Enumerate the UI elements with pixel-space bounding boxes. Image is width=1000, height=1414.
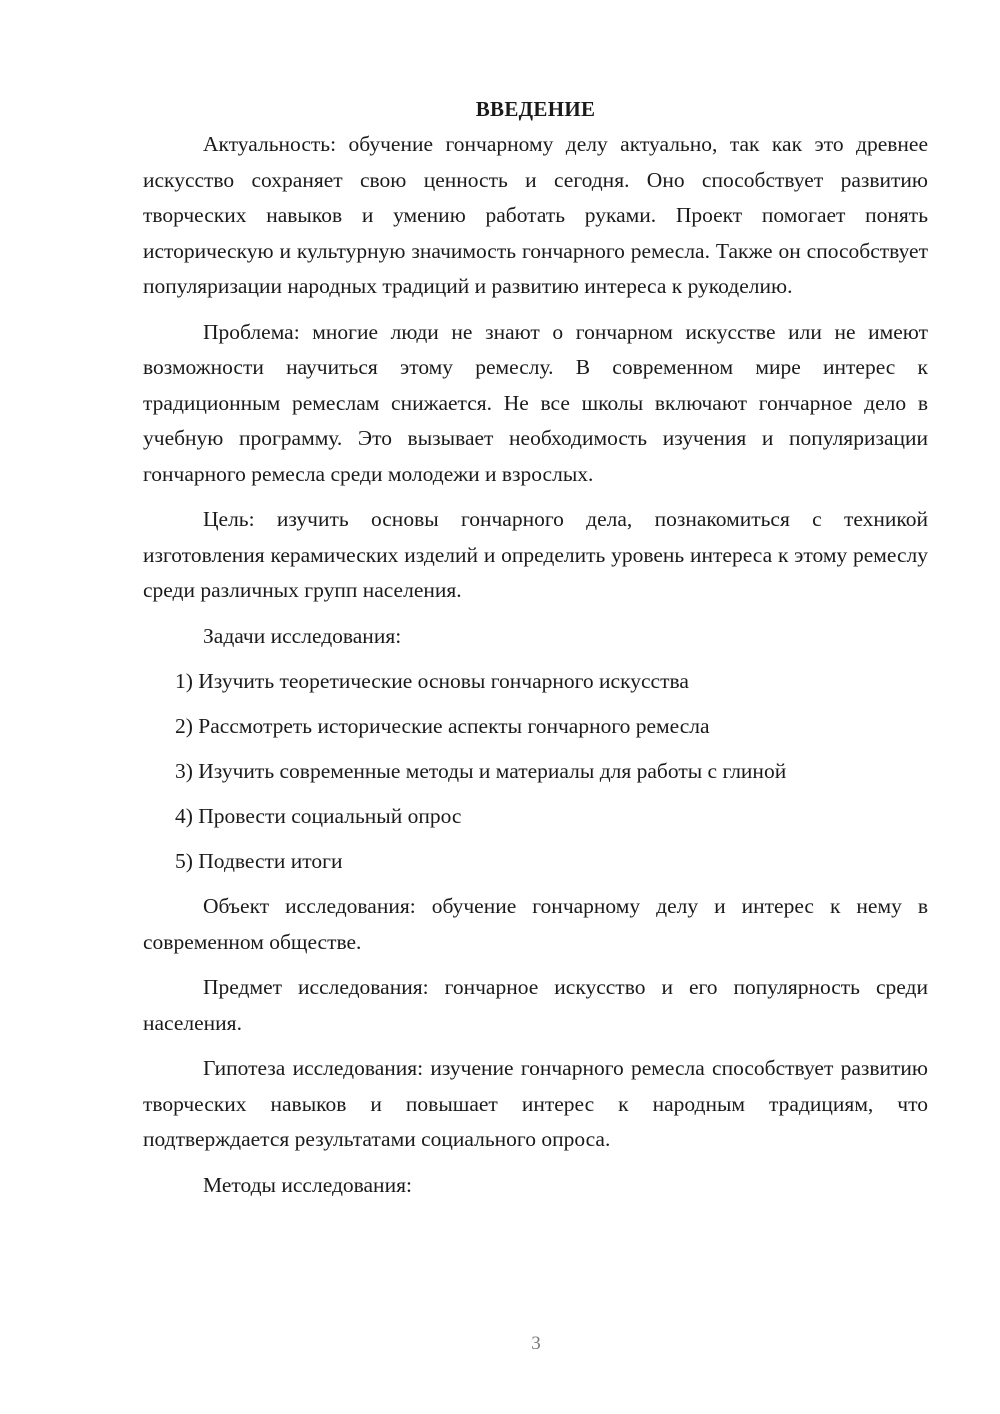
tasks-list	[143, 664, 928, 880]
page-number: 3	[531, 1333, 541, 1354]
paragraph-goal: Цель: изучить основы гончарного дела, познакомиться с техникой изготовления керамических изделий и определить уровень интереса к этому ремеслу среди различных групп населения.	[143, 507, 928, 602]
paragraph-relevance: Актуальность: обучение гончарному делу актуально, так как это древнее искусство сохраняет свою ценность и сегодня. Оно способствует развитию творческих навыков и умению работать руками. Проект помогает понять историческую и культурную значимость гончарного ремесла. Также он способствует популяризации народных традиций и развитию интереса к рукоделию.	[143, 132, 928, 298]
paragraph-problem: Проблема: многие люди не знают о гончарном искусстве или не имеют возможности научиться этому ремеслу. В современном мире интерес к традиционным ремеслам снижается. Не все школы включают гончарное дело в учебную программу. Это вызывает необходимость изучения и популяризации гончарного ремесла среди молодежи и взрослых.	[143, 319, 928, 486]
tasks-title: Задачи исследования:	[203, 623, 402, 648]
page-title: ВВЕДЕНИЕ	[475, 97, 596, 121]
task-item: 1) Изучить теоретические основы гончарного искусства	[175, 669, 689, 693]
task-item: 3) Изучить современные методы и материалы для работы с глиной	[175, 759, 787, 783]
task-item: 2) Рассмотреть исторические аспекты гончарного ремесла	[175, 714, 710, 738]
methods-title: Методы исследования:	[203, 1172, 412, 1197]
task-item: 4) Провести социальный опрос	[175, 804, 462, 828]
task-item: 5) Подвести итоги	[175, 849, 343, 873]
paragraph-hypothesis: Гипотеза исследования: изучение гончарного ремесла способствует развитию творческих навыков и повышает интерес к народным традициям, что подтверждается результатами социального опроса.	[143, 1056, 928, 1151]
paragraph-object: Объект исследования: обучение гончарному делу и интерес к нему в современном обществе.	[143, 894, 928, 954]
document-page	[143, 92, 928, 1213]
paragraph-subject: Предмет исследования: гончарное искусство и его популярность среди населения.	[143, 975, 928, 1035]
